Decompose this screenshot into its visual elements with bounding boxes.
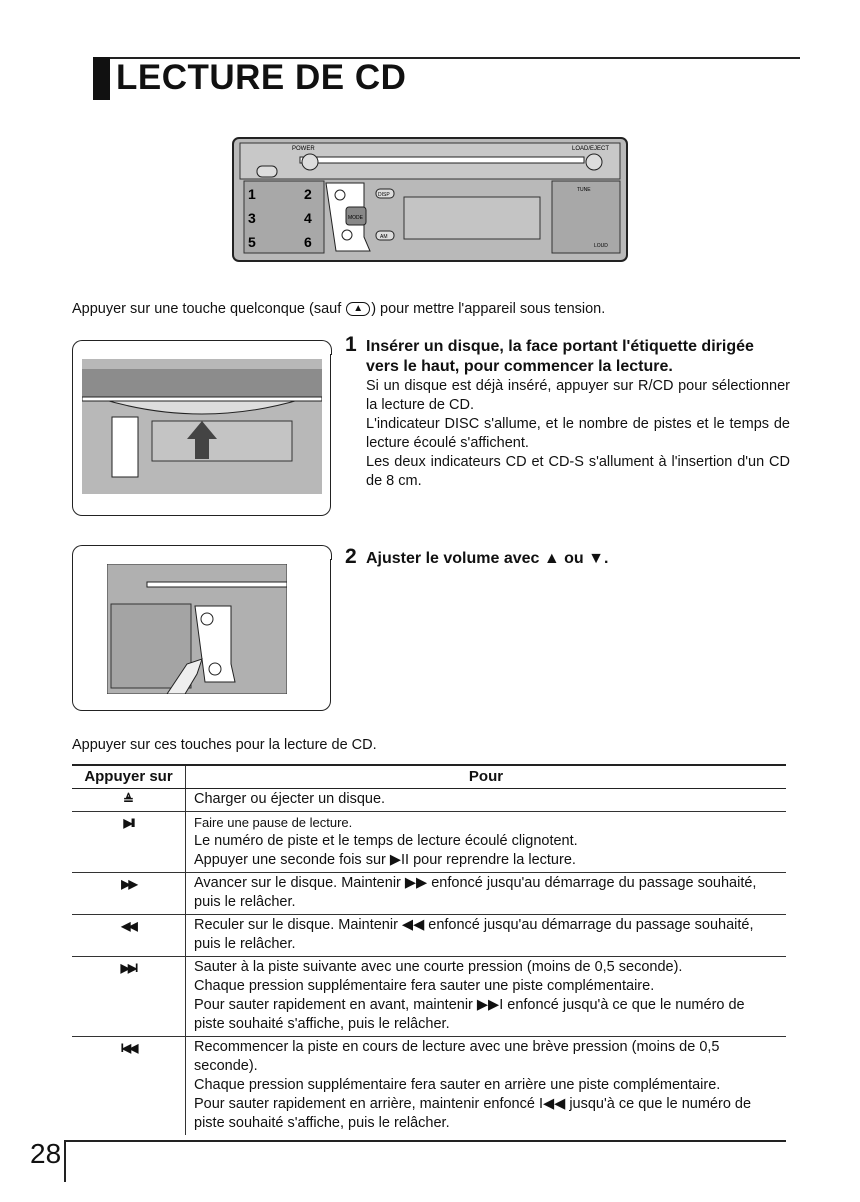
cd-player-illustration <box>232 137 628 262</box>
disc-insertion-illustration <box>82 359 322 494</box>
svg-text:1: 1 <box>248 186 256 202</box>
previous-track-icon: I◀◀ <box>120 1041 137 1055</box>
svg-text:3: 3 <box>248 210 256 226</box>
column-header-key: Appuyer sur <box>72 765 186 789</box>
eject-icon: ▲ <box>346 302 370 316</box>
svg-text:AM: AM <box>380 234 388 240</box>
svg-text:MODE: MODE <box>348 215 363 221</box>
footer-rule-vertical <box>64 1140 66 1182</box>
step-text: Les deux indicateurs CD et CD-S s'allument à l'insertion d'un CD de 8 cm. <box>366 454 790 489</box>
table-row: ◀◀ Reculer sur le disque. Maintenir ◀◀ enfoncé jusqu'au démarrage du passage souhaité, puis le relâcher. <box>72 915 786 957</box>
table-row: ≜ Charger ou éjecter un disque. <box>72 789 786 812</box>
figure-2-frame <box>72 559 331 711</box>
eject-icon: ≜ <box>72 789 186 812</box>
page-number: 28 <box>30 1138 62 1169</box>
svg-text:LOUD: LOUD <box>594 243 608 249</box>
step-number: 2 <box>345 545 357 568</box>
step-1 <box>345 333 790 491</box>
table-header-row <box>72 765 786 789</box>
load-label: LOAD/EJECT <box>572 146 610 152</box>
page-title: LECTURE DE CD <box>116 58 407 97</box>
svg-text:4: 4 <box>304 210 312 226</box>
table-row: I◀◀ Recommencer la piste en cours de lecture avec une brève pression (moins de 0,5 seconde). Chaque pression supplémentaire fera sauter en arrière une piste complémentaire. Pour sauter rapidement en arrière, maintenir enfoncé I◀◀ jusqu'à ce que le numéro de piste souhaité s'affiche, puis le relâcher. <box>72 1037 786 1136</box>
table-row: ▶▶I Sauter à la piste suivante avec une courte pression (moins de 0,5 seconde). Chaque pression supplémentaire fera sauter une piste complémentaire. Pour sauter rapidement en avant, maintenir ▶▶I enfoncé jusqu'à ce que le numéro de piste souhaité s'affiche, puis le relâcher. <box>72 957 786 1037</box>
figure-1-frame-top <box>72 340 332 355</box>
svg-text:6: 6 <box>304 234 312 250</box>
step-text: Si un disque est déjà inséré, appuyer sur R/CD pour sélectionner la lecture de CD. <box>366 378 790 413</box>
svg-text:TUNE: TUNE <box>577 187 591 193</box>
figure-2-frame-top <box>72 545 332 560</box>
svg-text:2: 2 <box>304 186 312 202</box>
power-label: POWER <box>292 146 315 152</box>
footer-rule <box>64 1140 786 1142</box>
step-heading: Insérer un disque, la face portant l'étiquette dirigée vers le haut, pour commencer la lecture. <box>366 338 754 375</box>
svg-text:DISP: DISP <box>378 192 390 198</box>
step-2 <box>345 545 790 569</box>
title-marker <box>93 57 110 100</box>
step-number: 1 <box>345 333 357 356</box>
play-pause-icon: ▶II <box>123 816 134 830</box>
table-row: ▶II Faire une pause de lecture. Le numéro de piste et le temps de lecture écoulé clignotent. Appuyer une seconde fois sur ▶II pour reprendre la lecture. <box>72 812 786 873</box>
volume-button-illustration <box>107 564 287 694</box>
svg-text:5: 5 <box>248 234 256 250</box>
intro-text: Appuyer sur une touche quelconque (sauf ▲ ) pour mettre l'appareil sous tension. <box>72 301 606 317</box>
step-text: L'indicateur DISC s'allume, et le nombre de pistes et le temps de lecture écoulé s'affichent. <box>366 416 790 451</box>
column-header-action: Pour <box>186 765 787 789</box>
controls-table <box>72 764 786 1135</box>
rewind-icon: ◀◀ <box>121 919 136 933</box>
table-intro: Appuyer sur ces touches pour la lecture de CD. <box>72 737 377 753</box>
next-track-icon: ▶▶I <box>120 961 137 975</box>
table-row: ▶▶ Avancer sur le disque. Maintenir ▶▶ enfoncé jusqu'au démarrage du passage souhaité, puis le relâcher. <box>72 873 786 915</box>
step-heading: Ajuster le volume avec ▲ ou ▼. <box>366 550 609 567</box>
figure-1-frame <box>72 354 331 516</box>
fast-forward-icon: ▶▶ <box>121 877 136 891</box>
